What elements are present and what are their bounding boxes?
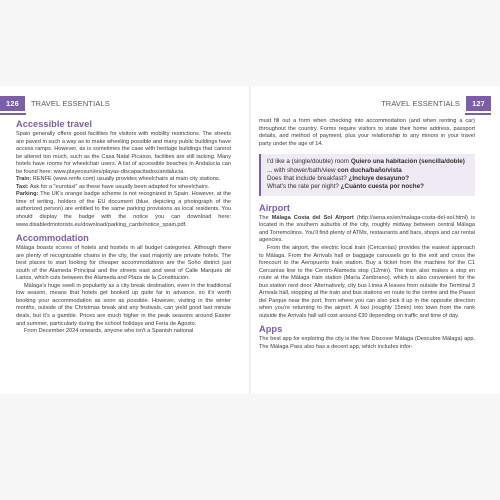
phrase-line (267, 175, 469, 183)
right-page-number: 127 (466, 96, 491, 111)
train-label: Train: (16, 176, 32, 183)
parking-label: Parking: (16, 191, 39, 198)
page-fold (249, 86, 251, 394)
train-text: RENFE (www.renfe.com) usually provides wheelchairs at main city stations. (31, 176, 221, 183)
phrase-en: Does that include breakfast? (267, 175, 349, 182)
parking-paragraph (16, 191, 231, 229)
phrase-es: Quiero una habitación (sencilla/doble) (350, 158, 465, 166)
airport-heading: Airport (259, 202, 290, 213)
accessible-travel-heading: Accessible travel (16, 119, 92, 129)
phrase-line (267, 183, 469, 191)
right-header-rule (465, 113, 491, 115)
phrase-line (267, 158, 469, 166)
accommodation-paragraph-3: From December 2024 onwards, anyone who isn't a Spanish national (24, 328, 194, 335)
taxi-text: Ask for a "eurotaxi" as these have usually been adapted for wheelchairs. (28, 183, 210, 190)
phrase-en: ... with shower/bath/view (267, 166, 338, 174)
taxi-paragraph (16, 184, 231, 192)
airport-text-a: The (259, 214, 272, 221)
continued-paragraph: must fill out a form when checking into accommodation (and when renting a car) throughout the country. Forms require visitors to state their home address, passport details, and method of payment, plus your relationship to any minors in your travel party under the age of 14. (259, 118, 475, 147)
airport-paragraph-2: From the airport, the electric local train (Cercanías) provides the easiest approach to Málaga. From the Arrivals hall or baggage carousels go to the exit and cross the forecourt to the Aeropuerto train station. Buy a ticket from the machine for the C1 Cercanías line to the Centro-Alameda stop (12min). The train also makes a stop en route at the Málaga train station (María Zambrano), which is also convenient for the bus station next door. Alternatively, city bus Línea A leaves from outside the Terminal 3 Arrivals hall, stopping at the train and bus stations en route to the centre and the Paseo del Parque near the port, from where you can also pick it up in the opposite direction when you're returning to the airport. A taxi (roughly 15min) into town from the rank outside the Arrivals hall will cost around €30 depending on traffic and time of day. (259, 245, 475, 319)
phrase-box (259, 154, 475, 196)
parking-text: The UK's orange badge scheme is not recognized in Spain. However, at the time of writing, holders of the EU document (blue, depicting a photograph of the authorized person) are entitled to the same parking provisions as local residents. You should display the badge with the notice you can download here: www.disabledmotorists.eu/download/parking_cards/notice_spain.pdf. (16, 191, 231, 228)
right-running-header (251, 94, 491, 112)
airport-paragraph-1 (259, 215, 475, 245)
book-spread (0, 86, 500, 394)
airport-name: Málaga Costa del Sol Airport (271, 214, 354, 221)
phrase-line (267, 167, 469, 175)
accessible-paragraph: Spain generally offers good facilities for visitors with mobility restrictions. The streets are paved in such a way as to make wheeling possible and many public buildings have access ramps. However, as is sometimes the case with heritage buildings that cannot be altered too much, such as the Casa Natal Picasso, facilities are still lacking. Many hotels have rooms for wheelchair users. A list of accessible beaches in Andalucía can be found here: www.playeosuni/es/playas-discapacitados/andalucia. (16, 131, 231, 175)
left-running-head: TRAVEL ESSENTIALS (30, 98, 110, 108)
phrase-es: con ducha/baño/vista (337, 166, 402, 174)
right-page-column (259, 118, 475, 352)
phrase-en: I'd like a (single/double) room (267, 158, 351, 166)
train-paragraph (16, 176, 231, 184)
right-running-head: TRAVEL ESSENTIALS (381, 98, 461, 108)
phrase-en: What's the rate per night? (267, 183, 341, 191)
accommodation-paragraph-2: Málaga's huge swell in popularity as a city break destination, even in the traditional low season, means that hotels get booked up quite far in advance, so it's worth booking your accommodation as soon as possible. However, visiting in the winter months, outside of the Christmas break and any festivals, can yield good last minute deals, but it's a gamble. Prices are much higher in the peak seasons around Easter and summer, particularly during the school holidays and Feria de Agosto. (16, 282, 231, 327)
left-page-column (16, 118, 231, 336)
taxi-label: Taxi: (16, 183, 29, 190)
accommodation-paragraph-1: Málaga boasts scores of hotels and hostels in all budget categories. Although there are plenty of recognizable chains in the city, the vast majority are private hotels. The best places to start looking for cheaper accommodations are the Soho district just south of the Alameda Principal and the streets east and west of Calle Marqués de Larios, which cuts between the Alameda and Plaza de la Constitución. (16, 245, 231, 282)
apps-heading: Apps (259, 324, 283, 335)
phrase-es: ¿Cuánto cuesta por noche? (340, 183, 424, 191)
accommodation-heading: Accommodation (16, 233, 89, 244)
airport-text-b: (http://aena.es/en/malaga-costa-del-sol.html) is located in the southern suburbs of the city, roughly midway between central Málaga and Torremolinos. You'll find plenty of ATMs, restaurants and bars, shops and car rental agencies. (259, 214, 475, 244)
left-running-header (0, 94, 240, 112)
left-page-number: 126 (0, 96, 25, 111)
left-header-rule (0, 113, 26, 115)
phrase-es: ¿Incluye desayuno? (348, 175, 410, 182)
apps-paragraph: The best app for exploring the city is the free Discover Málaga (Descubre Málaga) app. The Málaga Pass also has a decent app, which includes infor- (259, 336, 475, 351)
